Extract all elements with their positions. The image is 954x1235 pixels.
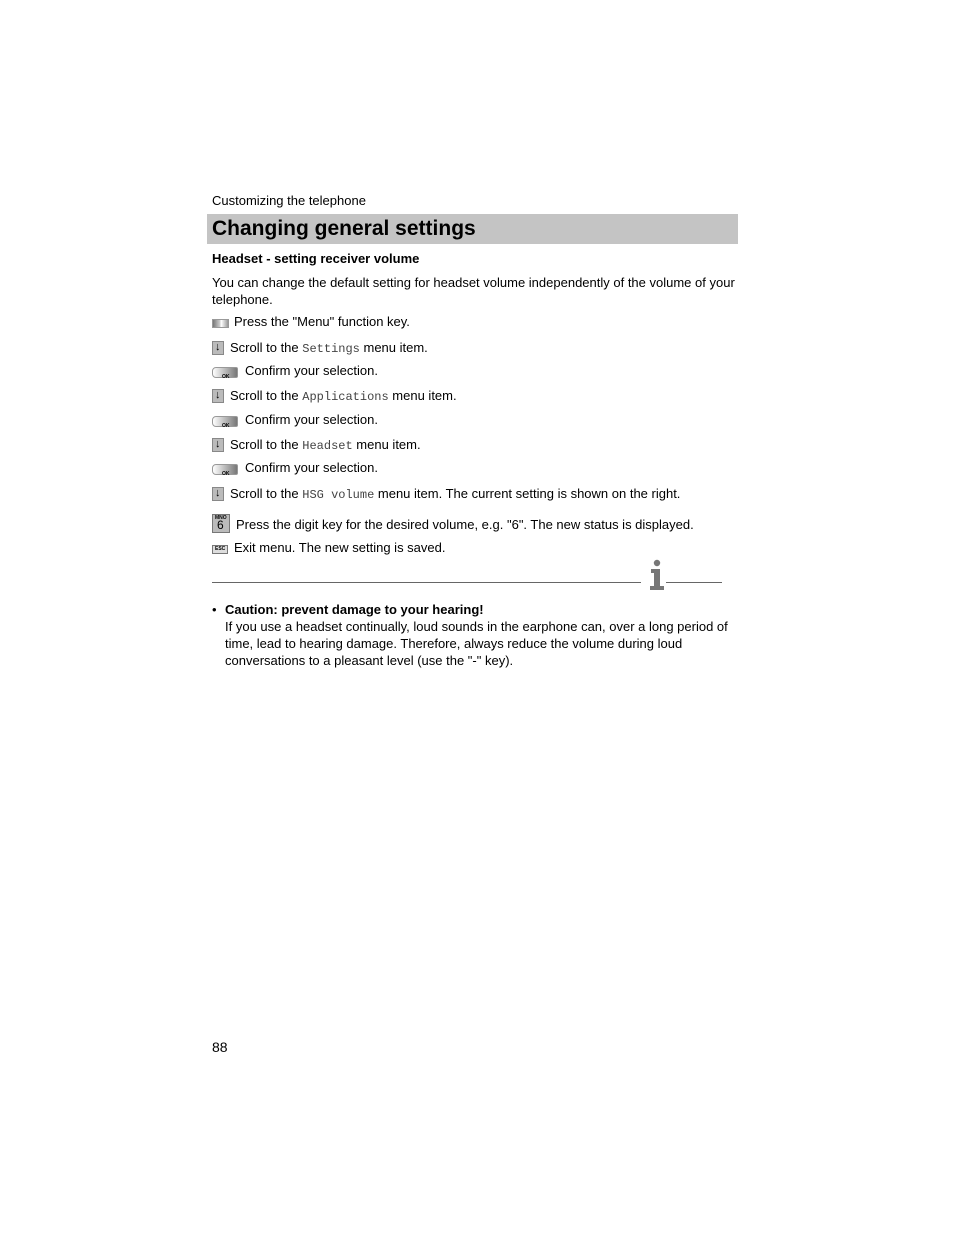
info-divider [212, 582, 641, 583]
step-text: Press the "Menu" function key. [234, 314, 410, 329]
info-divider [666, 582, 722, 583]
caution-title: Caution: prevent damage to your hearing! [225, 602, 484, 617]
menu-key-icon [212, 319, 229, 328]
ok-key-icon: OK [212, 367, 238, 378]
page-title: Changing general settings [212, 217, 476, 240]
ok-key-icon: OK [212, 464, 238, 475]
step-text: Confirm your selection. [245, 460, 378, 475]
ok-key-icon: OK [212, 416, 238, 427]
step-text: Scroll to the HSG volume menu item. The current setting is shown on the right. [230, 486, 681, 502]
scroll-down-icon: ↓ [212, 341, 224, 355]
section-label: Customizing the telephone [212, 193, 366, 208]
scroll-down-icon: ↓ [212, 487, 224, 501]
step-text: Scroll to the Headset menu item. [230, 437, 421, 453]
info-icon [645, 558, 669, 592]
digit-6-key-icon: MNO 6 [212, 514, 230, 533]
exit-key-icon: ESC [212, 545, 228, 554]
bullet: • [212, 602, 217, 617]
intro-paragraph: You can change the default setting for headset volume independently of the volume of your telephone. [212, 275, 735, 307]
step-text: Press the digit key for the desired volume, e.g. "6". The new status is displayed. [236, 517, 694, 532]
step-text: Confirm your selection. [245, 412, 378, 427]
page-number: 88 [212, 1039, 228, 1055]
step-text: Scroll to the Applications menu item. [230, 388, 457, 404]
caution-text: If you use a headset continually, loud sounds in the earphone can, over a long period of time, lead to hearing damage. Therefore, always reduce the volume during loud conversations to a pleasant level (use the "-" key). [225, 619, 728, 668]
scroll-down-icon: ↓ [212, 389, 224, 403]
scroll-down-icon: ↓ [212, 438, 224, 452]
step-text: Confirm your selection. [245, 363, 378, 378]
step-text: Scroll to the Settings menu item. [230, 340, 428, 356]
step-text: Exit menu. The new setting is saved. [234, 540, 446, 555]
subheading: Headset - setting receiver volume [212, 251, 420, 266]
title-bar [207, 214, 738, 244]
